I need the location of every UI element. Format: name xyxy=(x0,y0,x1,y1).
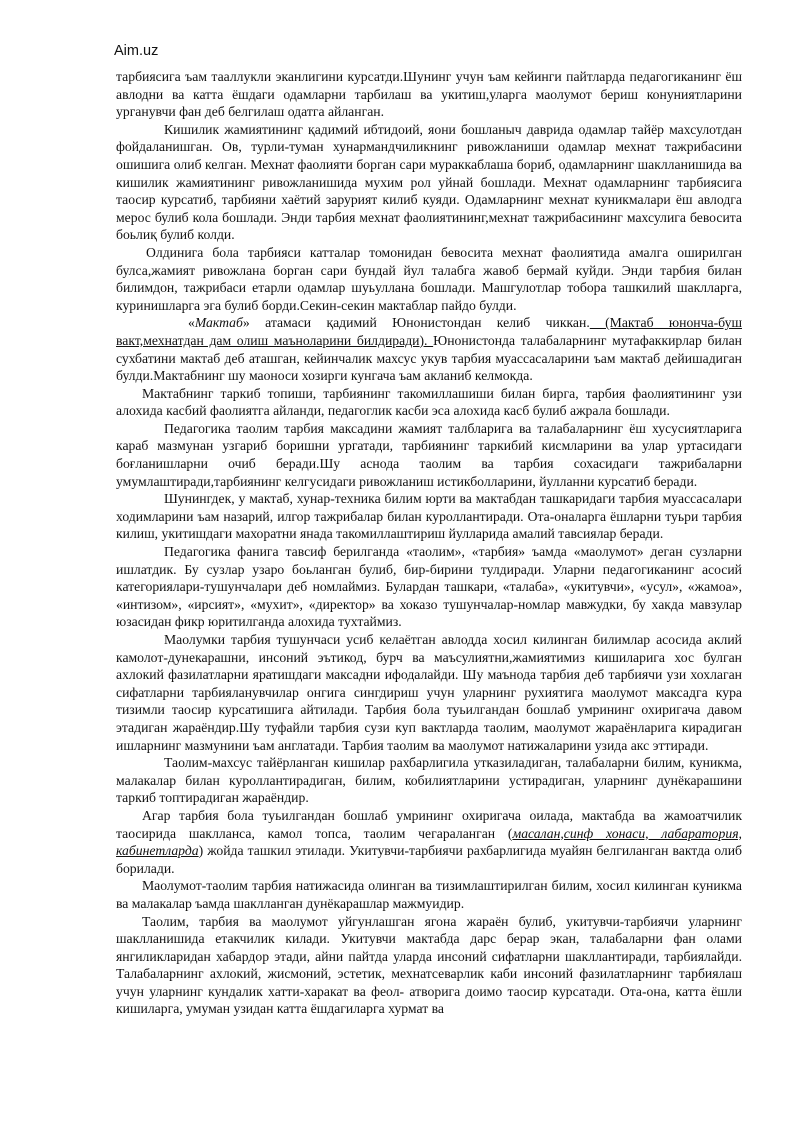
quote-open: « xyxy=(188,315,195,331)
paragraph: Таолим-махсус тайёрланган кишилар рахбарлигила утказиладиган, талабаларни билим, куникма, малакалар билан куроллантирадиган, билим, кобилиятларини устирадиган, уларнинг дунёкарашини таркиб топтирадиган жараёндир. xyxy=(116,755,742,806)
site-name: Aim.uz xyxy=(114,43,159,59)
paragraph-text: Агар тарбия бола туьилгандан бошлаб умрининг охиригача оилада, мактабда ва жамоатчилик таосирида шаклланса, камол топса, таолим чегараланган ( xyxy=(116,807,742,841)
term-maktab: Мактаб xyxy=(194,315,243,331)
paragraph: Маолумки тарбия тушунчаси усиб келаётган авлодда хосил килинган билимлар асосида аклий камолот-дунекарашни, инсоний эътикод, бурч ва маъсулиятни,жамиятимиз кишиларига хос булган ахлокий фазилатларни яратишдаги максадни ифодалайди. Шу маънода тарбия деб тарбиячи узи хохлаган сифатларни тарбияланувчилар онгига сингдириш учун уларнинг рухиятига маолумот максадга кура тизимли таосир курсатишига айтилади. Тарбия бола туьилгандан бошлаб умрининг охиригача давом этадиган жараёндир.Шу туфайли тарбия сузи куп вактларда таолим, маолумот жараёнларига киpадиган ишларнинг мазмунини ъам англатади. Тарбия таолим ва маолумот натижаларини узида акс эттиради. xyxy=(116,632,742,753)
examples-underlined: масалан,синф хонаси, лабаратория, кабинетларда xyxy=(116,825,742,859)
paragraph-text: ) жойда ташкил этилади. Укитувчи-тарбиячи рахбарлигида муайян белгиланган вактда олиб борилади. xyxy=(116,843,742,876)
paragraph: тарбиясига ъам тааллукли эканлигини курсатди.Шунинг учун ъам кейинги пайтларда педагогиканинг ёш авлодни ва катта ёшдаги одамларни тарбилаш ва укитиш,уларга маолумот бериш конуниятларини урганувчи фан деб белгилаш одатга айланган. xyxy=(116,69,742,120)
paragraph: Педагогика таолим тарбия максадини жамият талбларига ва талабаларнинг ёш хусусиятларига караб мазмунан узгариб боришни ургатади, тарбиянинг таркибий кисмларини ва улар уртасидаги боғланишларни очиб беради.Шу аснода таолим ва тарбия сохасидаги тажрибаларни умумлаштиради,тарбиянинг келгусидаги ривожланиш истикболларини, йулланни курсатиб беради. xyxy=(116,420,742,489)
paragraph: Кишилик жамиятининг қадимий ибтидоий, яони бошланыч даврида одамлар тайёр махсулотдан фойдаланишган. Ов, турли-туман хунармандчиликнинг ривожланиши одамлар мехнат тажрибасини ошишига олиб келган. Мехнат фаолияти борган сари мураккаблаша бориб, одамларнинг шаклланишида ва кишилик жамиятининг ривожланишида мухим рол уйнай бошлади. Мехнат одамларнинг тарбиясига таосир курсатиб, тарбияни хаётий зарурият килиб куяди. Одамларнинг мехнат куникмалари ёш авлодга мерос булиб кола бошлади. Энди тарбия мехнат фаолиятининг,мехнат тажрибасининг махсулига бевосита боьлиқ булиб колди. xyxy=(116,121,742,243)
paragraph: Маолумот-таолим тарбия натижасида олинган ва тизимлаштирилган билим, хосил килинган куникма ва малакалар ъамда шаклланган дунёкарашлар мажмуидир. xyxy=(116,878,742,911)
paragraph: Педагогика фанига тавсиф берилганда «таолим», «тарбия» ъамда «маолумот» деган сузларни ишлатдик. Бу сузлар узаро боьланган булиб, бир-бирини тулдиради. Уларни педагогиканинг асосий категориялари-тушунчалари деб номлаймиз. Булардан ташкари, «талаба», «укитувчи», «усул», «жамоа», «интизом», «ирсият», «мухит», «директор» ва хоказо тушунчалар-номлар мавжудки, бу хакда мавзулар юзасидан фикр юритилганда алохида тухтаймиз. xyxy=(116,544,742,630)
definition-rest: Юнонистонда талабаларнинг мутафаккирлар билан сухбатини мактаб деб аташган, кейинчалик махсус укув тарбия муассасаларини ъам мактаб дейишадиган булди.Мактабнинг шу маоноси хозирги кунгача ъам акланиб келмокда. xyxy=(116,332,743,384)
paragraph: Мактабнинг таркиб топиши, тарбиянинг такомиллашиши билан бирга, тарбия фаолиятининг узи алохида касбий фаолиятга айланди, педагоглик касби эса алохида касб булиб ажрала бошлади. xyxy=(116,385,742,419)
definition-text: » атамаси қадимий Юнонистондан келиб чиккан. xyxy=(242,315,590,331)
paragraph: Таолим, тарбия ва маолумот уйгунлашган ягона жараён булиб, укитувчи-тарбиячи уларнинг шаклланишида етакчилик килади. Укитувчи мактабда дарс берар экан, талабаларни фан олами янгиликларидан хабардор этади, айни пайтда уларда инсоний сифатларни шакллантиради, тарбиялайди. Талабаларнинг ахлокий, жисмоний, эстетик, мехнатсеварлик каби инсоний фазилатларнинг тарбиялаш учун уларнинг кундалик хатти-харакат ва феол- атворига доимо таосир курсатади. Ота-она, катта ёшли кишиларга, умуман узидан катта ёшдагиларга хурмат ва xyxy=(116,913,742,1017)
document-body xyxy=(116,68,742,1018)
paragraph: Олдинига бола тарбияси катталар томонидан бевосита мехнат фаолиятида амалга оширилган булса,жамият ривожлана борган сари бундай йул талабга жавоб бермай куйди. Энди тарбия билан билимдон, тажрибаси етарли одамлар шуьуллана бошлади. Машгулотлар тобора ташкилий шаклларга, куринишларга эга булиб борди.Секин-секин мактаблар пайдо булди. xyxy=(116,244,742,313)
paragraph-with-example xyxy=(116,807,742,877)
paragraph-school-definition xyxy=(116,314,742,384)
etymology-note: (Мактаб юнонча-буш вакт,мехнатдан дам олиш маъноларини билдиради). xyxy=(116,315,742,348)
paragraph: Шунингдек, у мактаб, хунар-техника билим юрти ва мактабдан ташкаридаги тарбия муассасалари ходимларини ъам назарий, илгор тажрибалар билан куроллантиради. Ота-оналарга ёшларни туьри тарбия килиш, укитишдаги махоратни янада такомиллаштириш йулларида амалий тавсиялар беради. xyxy=(116,491,742,542)
